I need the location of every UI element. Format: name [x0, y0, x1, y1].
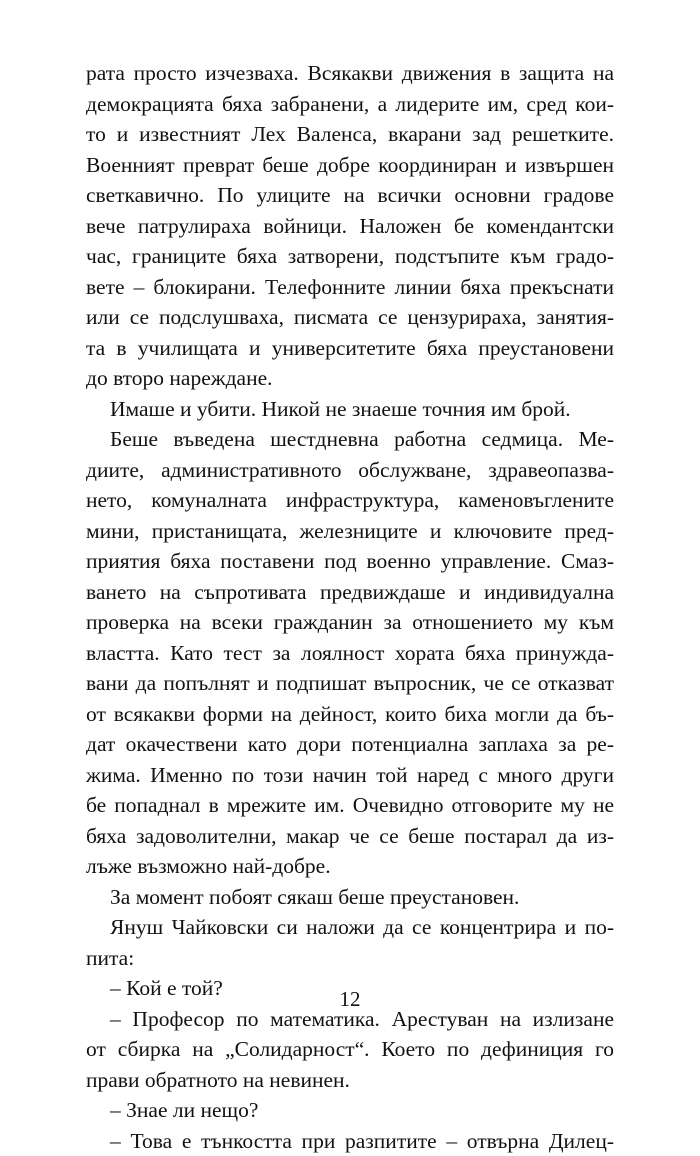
text-line: то и известният Лех Валенса, вкарани зад решетките. — [86, 119, 614, 150]
text-line: Януш Чайковски си наложи да се концентрира и по- — [86, 912, 614, 943]
text-line: или се подслушваха, писмата се цензурираха, занятия- — [86, 302, 614, 333]
text-line: – Кой е той? — [86, 973, 614, 1004]
text-line: рата просто изчезваха. Всякакви движения в защита на — [86, 58, 614, 89]
text-line: демокрацията бяха забранени, а лидерите им, сред кои- — [86, 89, 614, 120]
text-line: нето, комуналната инфраструктура, каменовъглените — [86, 485, 614, 516]
text-line: светкавично. По улиците на всички основни градове — [86, 180, 614, 211]
text-line: дат окачествени като дори потенциална заплаха за ре- — [86, 729, 614, 760]
text-line: вани да попълнят и подпишат въпросник, че се отказват — [86, 668, 614, 699]
text-line: – Това е тънкостта при разпитите – отвърна Дилец- — [86, 1126, 614, 1156]
text-line: проверка на всеки гражданин за отношението му към — [86, 607, 614, 638]
text-line: жима. Именно по този начин той наред с много други — [86, 760, 614, 791]
text-line: диите, административното обслужване, здравеопазва- — [86, 455, 614, 486]
text-line: прави обратното на невинен. — [86, 1065, 614, 1096]
text-line: час, границите бяха затворени, подстъпите към градо- — [86, 241, 614, 272]
text-line: бе попаднал в мрежите им. Очевидно отговорите му не — [86, 790, 614, 821]
text-line: – Професор по математика. Арестуван на излизане — [86, 1004, 614, 1035]
text-line: За момент побоят сякаш беше преустановен. — [86, 882, 614, 913]
text-line: бяха задоволителни, макар че се беше постарал да из- — [86, 821, 614, 852]
text-line: Военният преврат беше добре координиран и извършен — [86, 150, 614, 181]
text-line: Беше въведена шестдневна работна седмица. Ме- — [86, 424, 614, 455]
text-line: властта. Като тест за лоялност хората бяха принуждa- — [86, 638, 614, 669]
text-line: мини, пристанищата, железниците и ключовите пред- — [86, 516, 614, 547]
text-line: до второ нареждане. — [86, 363, 614, 394]
text-line: от сбирка на „Солидарност“. Което по дефиниция го — [86, 1034, 614, 1065]
text-line: та в училищата и университетите бяха преустановени — [86, 333, 614, 364]
text-line: ването на съпротивата предвиждаше и индивидуална — [86, 577, 614, 608]
text-line: приятия бяха поставени под военно управление. Смаз- — [86, 546, 614, 577]
text-line: вече патрулираха войници. Наложен бе комендантски — [86, 211, 614, 242]
text-line: пита: — [86, 943, 614, 974]
text-line: лъже възможно най-добре. — [86, 851, 614, 882]
text-line: – Знае ли нещо? — [86, 1095, 614, 1126]
page-number: 12 — [0, 987, 700, 1012]
text-line: Имаше и убити. Никой не знаеше точния им брой. — [86, 394, 614, 425]
text-line: от всякакви форми на дейност, които биха могли да бъ- — [86, 699, 614, 730]
text-line: вете – блокирани. Телефонните линии бяха прекъснати — [86, 272, 614, 303]
